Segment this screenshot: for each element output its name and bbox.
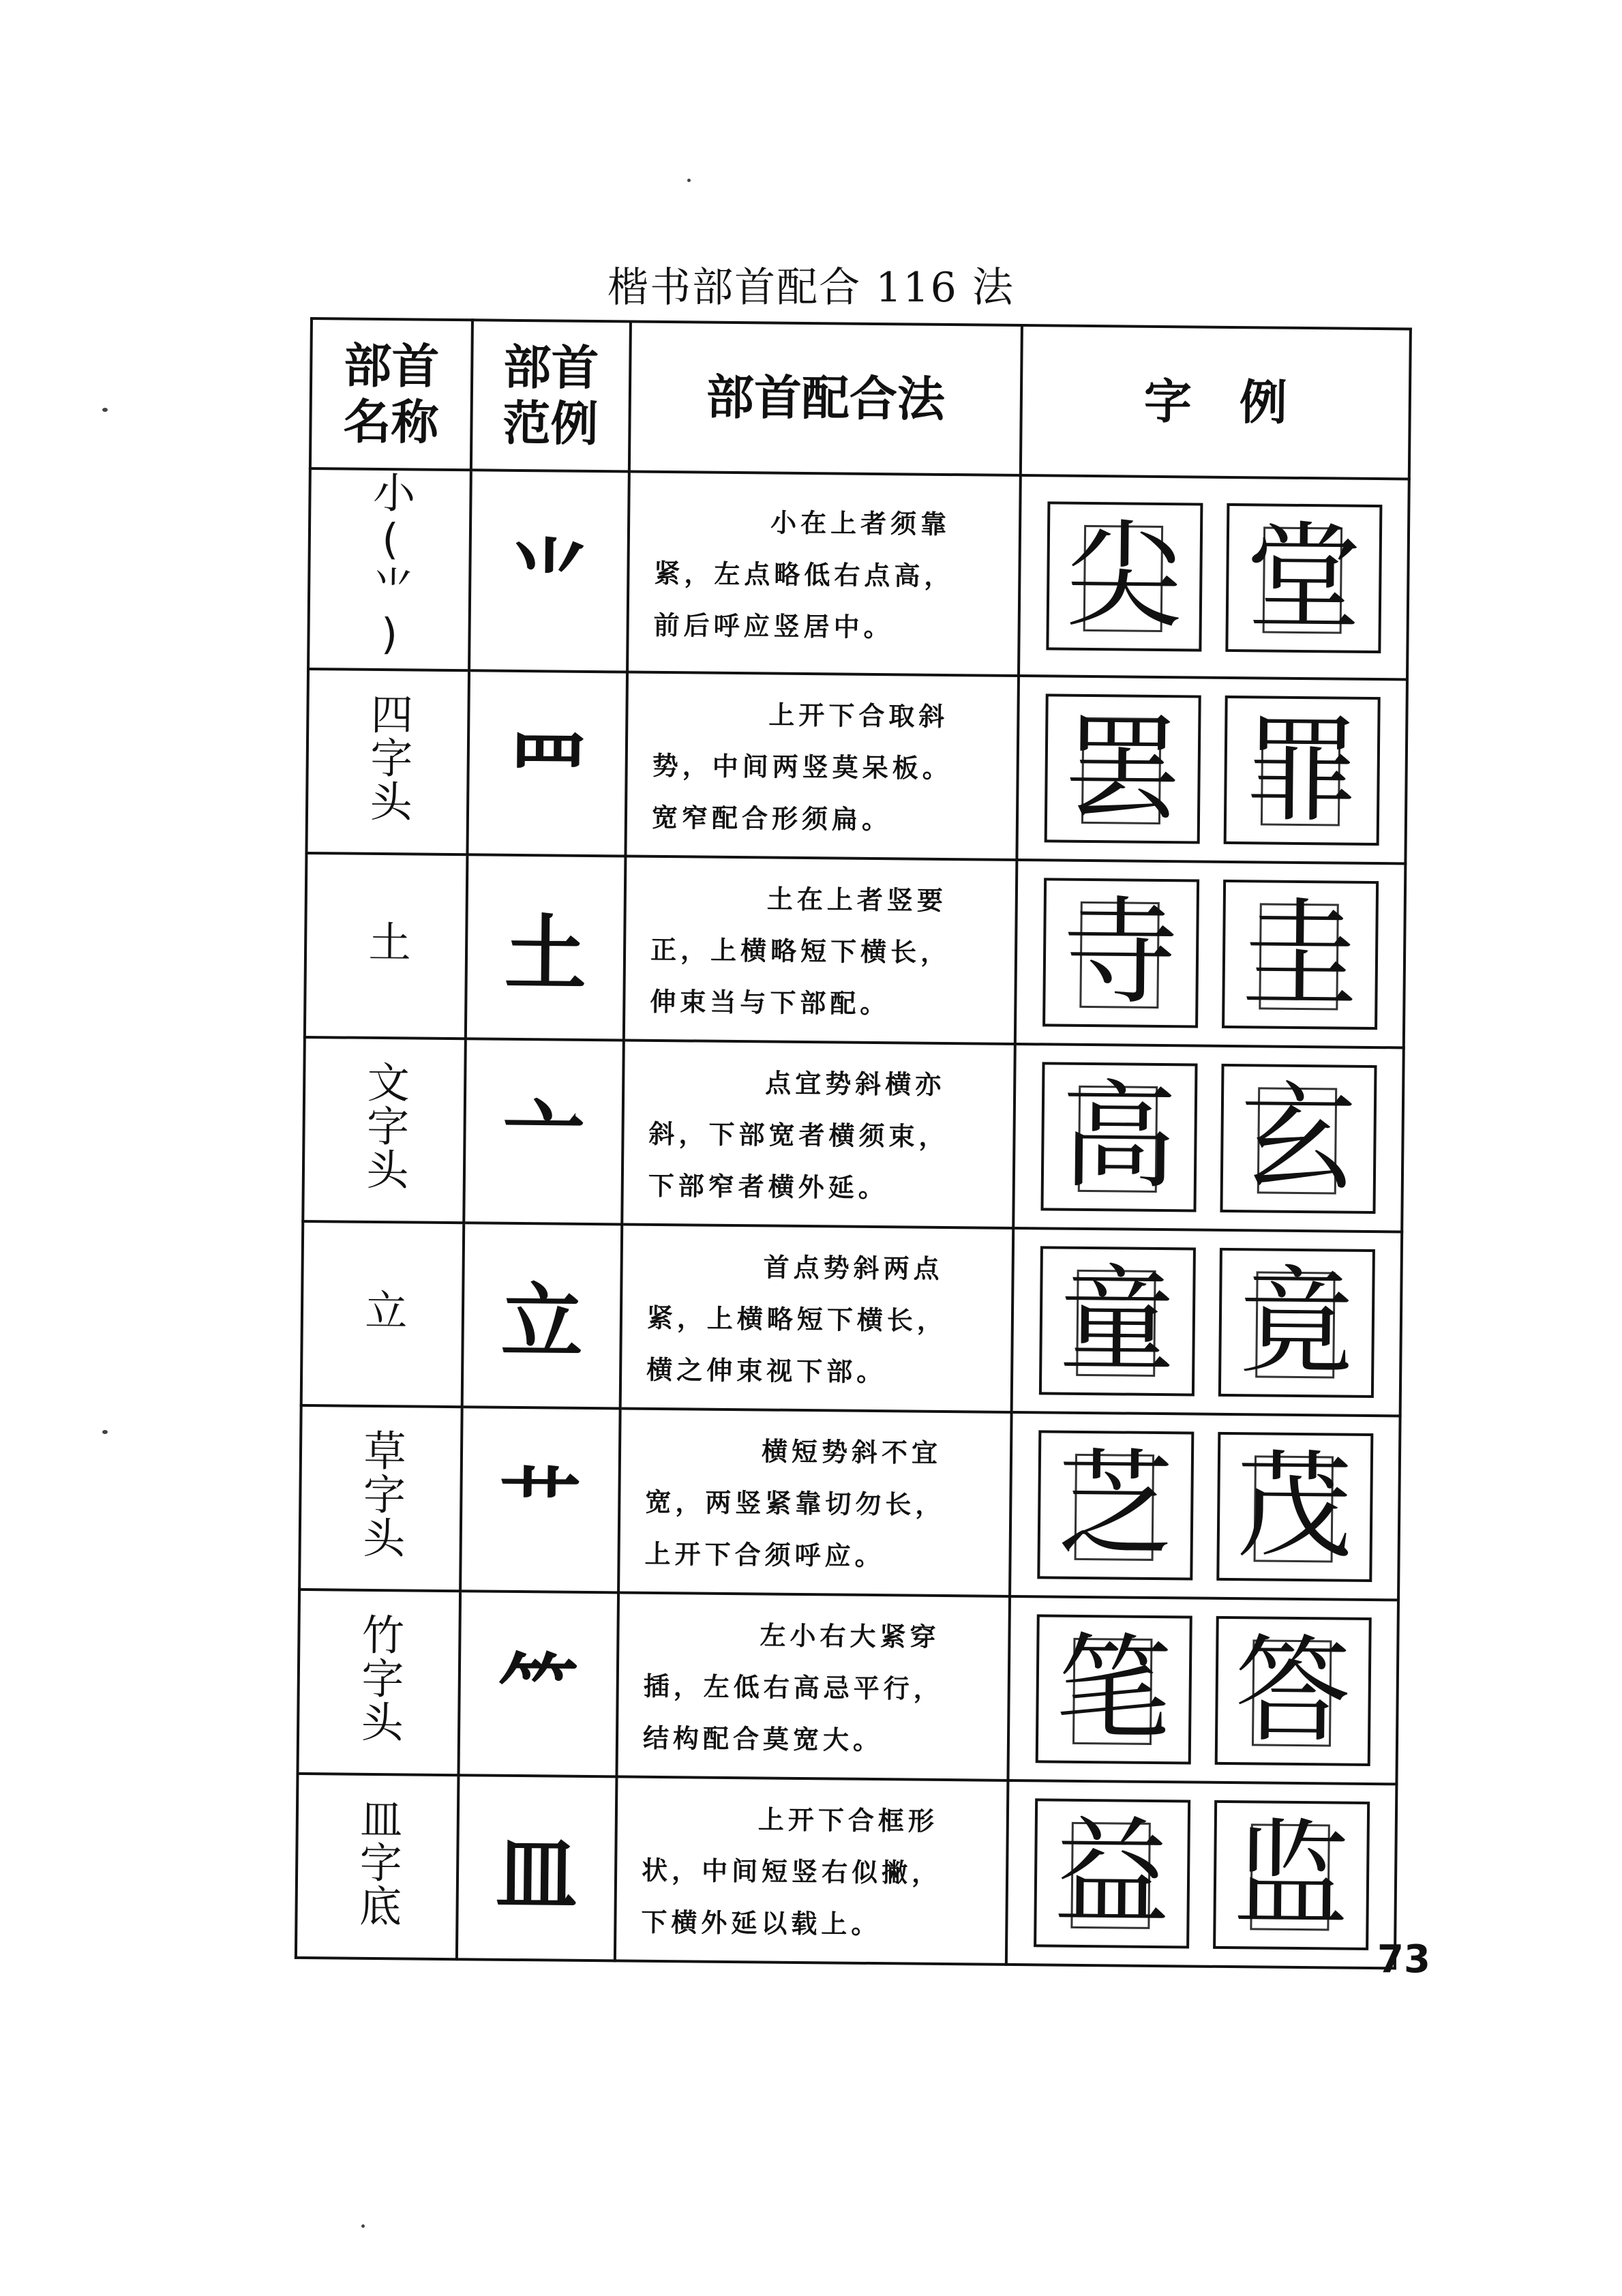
example-cell	[1012, 1228, 1402, 1416]
method-line: 土在上者竖要	[766, 883, 948, 916]
example-character-box	[1213, 1800, 1370, 1950]
method-line: 结构配合莫宽大。	[642, 1722, 884, 1756]
radical-name-cell	[296, 1774, 459, 1959]
method-text	[616, 1592, 1010, 1780]
scan-speck	[687, 179, 691, 182]
example-cell	[1017, 676, 1407, 863]
example-character: 高	[1060, 1069, 1177, 1206]
example-pair	[1008, 1782, 1396, 1967]
scan-speck	[102, 408, 108, 412]
example-character: 童	[1058, 1253, 1176, 1390]
example-character: 寺	[1062, 884, 1180, 1022]
header-radical-example: 部首 范例	[471, 320, 631, 471]
example-character-box	[1044, 694, 1201, 844]
method-line: 前后呼应竖居中。	[653, 609, 894, 643]
method-text	[624, 856, 1017, 1043]
radical-example: 亠	[464, 1039, 624, 1224]
example-pair	[1018, 677, 1406, 862]
example-character-box	[1046, 501, 1203, 651]
method-line: 状，中间短竖右似撇，	[641, 1854, 942, 1888]
radical-name-cell	[303, 1037, 466, 1223]
table-row	[299, 1405, 1400, 1600]
example-character-box	[1223, 696, 1380, 846]
method-text	[625, 672, 1019, 859]
example-character: 笔	[1055, 1621, 1173, 1758]
example-character-box	[1225, 503, 1382, 653]
table-row	[296, 1774, 1397, 1968]
radical-name: 四字头	[362, 691, 414, 824]
method-line: 紧，左点略低右点高，	[654, 557, 955, 592]
example-pair	[1017, 861, 1405, 1046]
example-pair	[1015, 1045, 1402, 1230]
method-line: 伸束当与下部配。	[650, 985, 890, 1019]
example-character: 芝	[1056, 1437, 1174, 1574]
example-pair	[1009, 1598, 1397, 1783]
table-body	[296, 468, 1409, 1968]
table-row	[303, 1037, 1404, 1232]
example-character-box	[1034, 1798, 1190, 1948]
example-character: 玄	[1240, 1071, 1357, 1207]
example-character: 益	[1053, 1805, 1171, 1942]
radical-example: 罒	[467, 670, 627, 856]
example-character-box	[1035, 1614, 1192, 1764]
table-row	[297, 1590, 1398, 1784]
radical-name: 文字头	[359, 1060, 410, 1192]
method-text	[620, 1224, 1014, 1412]
method-line: 上开下合框形	[757, 1804, 939, 1836]
method-line: 插，左低右高忌平行，	[643, 1670, 944, 1705]
example-cell	[1008, 1596, 1398, 1784]
example-character: 答	[1234, 1623, 1352, 1759]
radical-name-cell	[299, 1405, 462, 1591]
example-cell	[1013, 1044, 1404, 1232]
method-line: 上开下合取斜	[768, 699, 949, 732]
page-title: 楷书部首配合 116 法	[607, 264, 1015, 312]
table-row	[306, 669, 1407, 863]
example-character: 堂	[1244, 510, 1362, 646]
example-character: 茂	[1235, 1439, 1353, 1575]
example-character: 尖	[1065, 508, 1183, 645]
example-character-box	[1042, 878, 1199, 1028]
radical-example: 皿	[457, 1775, 617, 1960]
method-line: 上开下合须呼应。	[644, 1538, 885, 1572]
radical-name-cell	[301, 1221, 464, 1407]
radical-name: 竹字头	[353, 1612, 405, 1744]
example-pair	[1020, 477, 1408, 678]
example-character-box	[1040, 1062, 1197, 1212]
method-line: 正，上横略短下横长，	[650, 934, 951, 968]
example-character: 罢	[1064, 700, 1182, 837]
header-example: 字 例	[1021, 325, 1411, 479]
radical-example: 艹	[460, 1407, 620, 1592]
method-text	[615, 1776, 1008, 1964]
header-radical-name: 部首 名称	[310, 318, 472, 470]
scan-speck	[102, 1430, 108, 1434]
example-character: 竟	[1237, 1255, 1355, 1391]
radical-name: 土	[361, 919, 412, 964]
example-character-box	[1216, 1432, 1373, 1582]
method-text	[622, 1040, 1015, 1227]
radical-example: 立	[462, 1223, 622, 1408]
radical-name: 小(⺌)	[364, 470, 416, 661]
example-character-box	[1222, 880, 1379, 1030]
header-method: 部首配合法	[629, 322, 1022, 475]
method-line: 势，中间两竖莫呆板。	[652, 749, 952, 784]
example-character-box	[1038, 1246, 1195, 1396]
radical-example: ⺮	[458, 1591, 618, 1776]
example-character-box	[1037, 1430, 1194, 1580]
example-character: 监	[1232, 1807, 1350, 1943]
table-header-row	[310, 318, 1411, 479]
method-line: 下部窄者横外延。	[648, 1169, 889, 1204]
method-line: 小在上者须靠	[770, 507, 951, 540]
example-character-box	[1214, 1616, 1371, 1766]
method-line: 宽，两竖紧靠切勿长，	[645, 1486, 946, 1521]
method-line: 左小右大紧穿	[760, 1620, 940, 1652]
page-number: 73	[1377, 1937, 1430, 1982]
method-line: 下横外延以载上。	[641, 1906, 882, 1940]
method-line: 横之伸束视下部。	[646, 1354, 887, 1388]
radical-name: 皿字底	[352, 1796, 404, 1928]
method-line: 斜，下部宽者横须束，	[648, 1118, 949, 1152]
table-row	[301, 1221, 1402, 1416]
example-cell	[1015, 860, 1406, 1047]
radical-example: 土	[466, 854, 626, 1040]
method-line: 横短势斜不宜	[761, 1435, 942, 1468]
method-line: 宽窄配合形须扁。	[651, 801, 892, 835]
method-text	[618, 1408, 1012, 1596]
example-character-box	[1218, 1248, 1375, 1398]
radical-name-cell	[305, 853, 468, 1039]
example-character: 罪	[1243, 702, 1361, 839]
example-character-box	[1220, 1064, 1377, 1214]
table-row	[308, 468, 1409, 679]
method-line: 紧，上横略短下横长，	[646, 1302, 948, 1337]
method-line: 点宜势斜横亦	[765, 1067, 946, 1100]
radical-name-cell	[308, 468, 471, 670]
method-text	[627, 472, 1021, 676]
example-pair	[1011, 1414, 1399, 1598]
radical-name-cell	[297, 1590, 460, 1775]
scan-speck	[361, 2224, 365, 2228]
example-character: 圭	[1241, 886, 1359, 1023]
example-pair	[1013, 1229, 1401, 1414]
method-line: 首点势斜两点	[763, 1251, 944, 1284]
example-cell	[1010, 1412, 1400, 1600]
radical-example: ⺌	[469, 470, 629, 672]
example-cell	[1006, 1780, 1397, 1968]
table-row	[305, 853, 1406, 1047]
radical-name: 立	[357, 1287, 408, 1332]
radical-name: 草字头	[355, 1428, 407, 1560]
radical-name-cell	[306, 669, 469, 854]
radical-table	[295, 317, 1409, 1950]
example-cell	[1019, 475, 1409, 679]
